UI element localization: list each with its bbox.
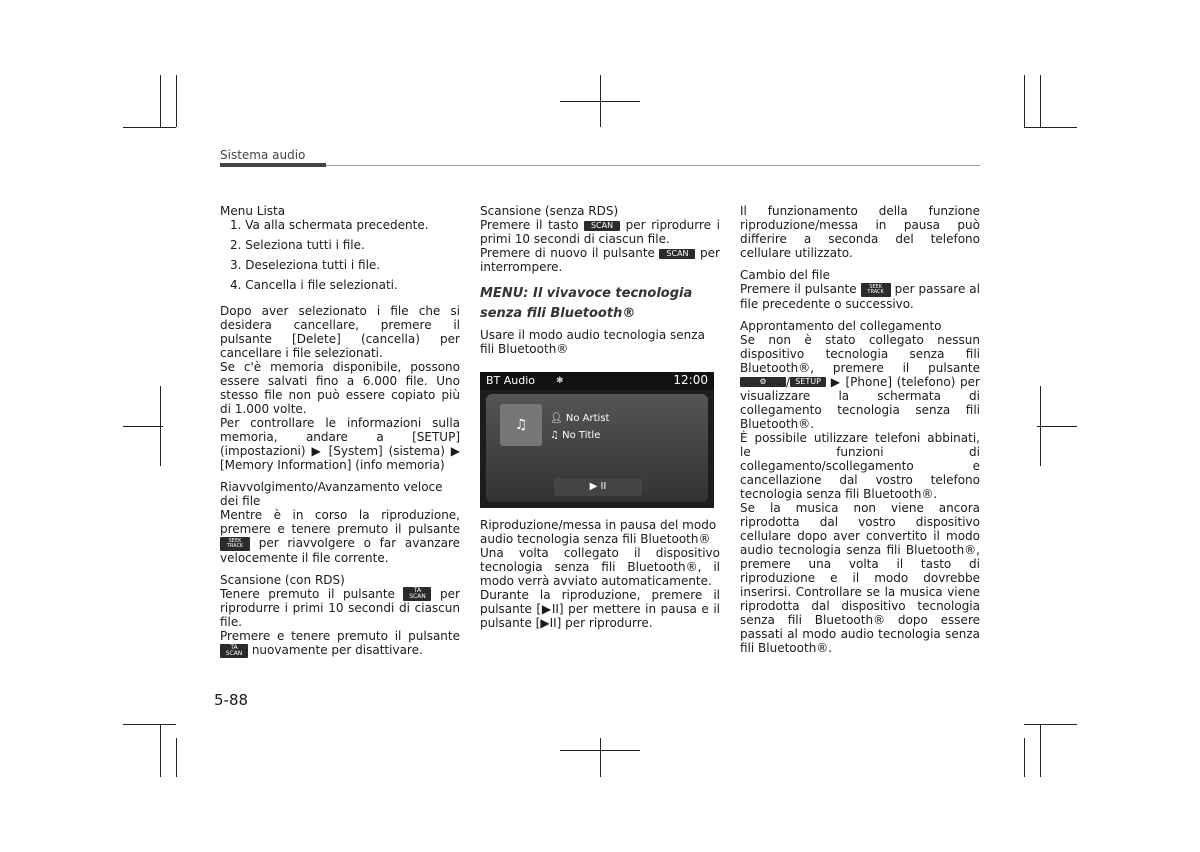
title-row <box>550 429 600 443</box>
seek-track-button-icon: SEEK TRACK <box>861 283 891 297</box>
gear-button-icon: ⚙ <box>740 377 786 387</box>
crop-mark <box>560 750 640 751</box>
text: per riprodurre i primi 10 secondi di ciascun file. <box>220 586 460 629</box>
paragraph <box>220 587 460 630</box>
crop-mark <box>160 724 161 777</box>
section-heading: MENU: Il vivavoce tecnologia senza fili Bluetooth® <box>480 286 693 321</box>
paragraph: Se la musica non viene ancora riprodotta dal vostro dispositivo cellulare dopo aver convertito il modo audio tecnologia senza fili Bluetooth®, premere una volta il tasto di riproduzione e il modo dovrebbe inserirsi. Controllare se la musica viene riprodotta dal dispositivo tecnologia senza fili Bluetooth® dopo essere passati al modo audio tecnologia senza fili Bluetooth®. <box>740 500 980 655</box>
text: per passare al file precedente o successivo. <box>740 282 980 311</box>
header-bar <box>220 163 326 167</box>
text: Tenere premuto il pulsante <box>220 586 395 601</box>
list-item: 3. Deseleziona tutti i file. <box>230 258 381 272</box>
ta-scan-button-icon: TA SCAN <box>220 644 248 658</box>
section-title: Cambio del file <box>740 268 830 282</box>
crop-mark <box>1040 75 1041 127</box>
text: ▶ [Phone] (telefono) per visualizzare la schermata di collegamento tecnologia senza fili Bluetooth®. <box>740 374 980 431</box>
paragraph: Dopo aver selezionato i file che si desidera cancellare, premere il pulsante [Delete] (cancella) per cancellare i file selezionati. <box>220 304 460 360</box>
menu-list-title: Menu Lista <box>220 204 286 218</box>
list-item: 4. Cancella i file selezionati. <box>230 278 398 292</box>
section-title: Riproduzione/messa in pausa del modo audio tecnologia senza fili Bluetooth® <box>480 518 717 546</box>
paragraph: Per controllare le informazioni sulla memoria, andare a [SETUP] (impostazioni) ▶ [System] (sistema) ▶ [Memory Information] (info memoria) <box>220 416 460 472</box>
play-pause-button[interactable]: ▶ II <box>554 478 642 496</box>
paragraph: Se c'è memoria disponibile, possono essere salvati fino a 6.000 file. Uno stesso file non può essere copiato più di 1.000 volte. <box>220 360 460 416</box>
menu-list <box>220 218 460 292</box>
song-label: No Title <box>562 430 601 441</box>
paragraph <box>480 218 720 246</box>
crop-mark <box>160 75 161 127</box>
crop-mark <box>123 127 176 128</box>
column-3 <box>740 204 980 655</box>
screen-title: BT Audio <box>486 374 536 387</box>
page-number: 5-88 <box>214 691 249 709</box>
text: Premere il tasto <box>480 218 579 232</box>
crop-mark <box>1037 426 1077 427</box>
artist-label: No Artist <box>565 413 610 424</box>
paragraph: Una volta collegato il dispositivo tecnologia senza fili Bluetooth®, il modo verrà avviato automaticamente. <box>480 546 720 588</box>
crop-mark <box>123 724 176 725</box>
paragraph <box>220 508 460 565</box>
paragraph: Il funzionamento della funzione riproduzione/messa in pausa può differire a seconda del telefono cellulare utilizzato. <box>740 204 980 260</box>
text: Se non è stato collegato nessun dispositivo tecnologia senza fili Bluetooth®, premere il pulsante <box>740 332 980 375</box>
scan-button-icon: SCAN <box>584 221 620 231</box>
paragraph <box>740 282 980 311</box>
text: per riprodurre i primi 10 secondi di ciascun file. <box>480 218 720 246</box>
crop-mark <box>176 75 177 127</box>
bluetooth-music-icon: ♫ <box>500 404 542 446</box>
text: nuovamente per disattivare. <box>251 643 423 657</box>
section-title: Scansione (con RDS) <box>220 572 345 587</box>
text: Mentre è in corso la riproduzione, premere e tenere premuto il pulsante <box>220 508 460 536</box>
text: Premere di nuovo il pulsante <box>480 246 655 260</box>
paragraph <box>220 629 460 658</box>
page-header-title: Sistema audio <box>220 148 306 162</box>
crop-mark <box>123 426 163 427</box>
ta-scan-button-icon: TA SCAN <box>403 587 431 601</box>
text: per riavvolgere o far avanzare velocemente il file corrente. <box>220 536 460 565</box>
header-rule <box>326 165 980 166</box>
bt-audio-screen <box>480 372 714 508</box>
crop-mark <box>1024 738 1025 777</box>
text: per interrompere. <box>480 246 720 274</box>
paragraph: È possibile utilizzare telefoni abbinati, le funzioni di collegamento/scollegamento e cancellazione dal vostro telefono tecnologia senza fili Bluetooth®. <box>740 430 980 501</box>
section-title: Scansione (senza RDS) <box>480 204 619 218</box>
column-2 <box>480 204 720 630</box>
crop-mark <box>600 738 601 777</box>
artist-row <box>550 412 609 426</box>
person-icon: 👤︎ <box>550 413 563 424</box>
crop-mark <box>176 738 177 777</box>
text: Premere il pulsante <box>740 282 857 296</box>
bluetooth-icon: ✱ <box>556 376 564 386</box>
setup-button-icon: SETUP <box>790 377 826 387</box>
text: Premere e tenere premuto il pulsante <box>220 629 460 643</box>
paragraph: Durante la riproduzione, premere il pulsante [▶II] per mettere in pausa e il pulsante [▶II] per riprodurre. <box>480 588 720 630</box>
column-1 <box>220 204 460 658</box>
seek-track-button-icon: SEEK TRACK <box>220 537 250 551</box>
list-item: 1. Va alla schermata precedente. <box>230 218 429 232</box>
section-title: Approntamento del collegamento <box>740 318 942 333</box>
list-item: 2. Seleziona tutti i file. <box>230 238 365 252</box>
crop-mark <box>1024 127 1077 128</box>
note-icon: ♫ <box>550 430 559 441</box>
section-title: Usare il modo audio tecnologia senza fili Bluetooth® <box>480 328 705 356</box>
section-title: Riavvolgimento/Avanzamento veloce dei file <box>220 480 443 508</box>
paragraph <box>480 246 720 274</box>
screen-time: 12:00 <box>673 373 708 387</box>
screen-topbar <box>480 372 714 390</box>
scan-button-icon: SCAN <box>659 249 695 259</box>
crop-mark <box>1040 724 1041 777</box>
crop-mark <box>1024 724 1077 725</box>
paragraph: Se non è stato collegato nessun dispositivo tecnologia senza fili Bluetooth®, premere il pulsante ⚙ / SETUP ▶ [Phone] (telefono) per visualizzare la schermata di collegamento tecnologia senza fili Bluetooth®. <box>740 332 980 431</box>
crop-mark <box>560 101 640 102</box>
crop-mark <box>1024 75 1025 127</box>
